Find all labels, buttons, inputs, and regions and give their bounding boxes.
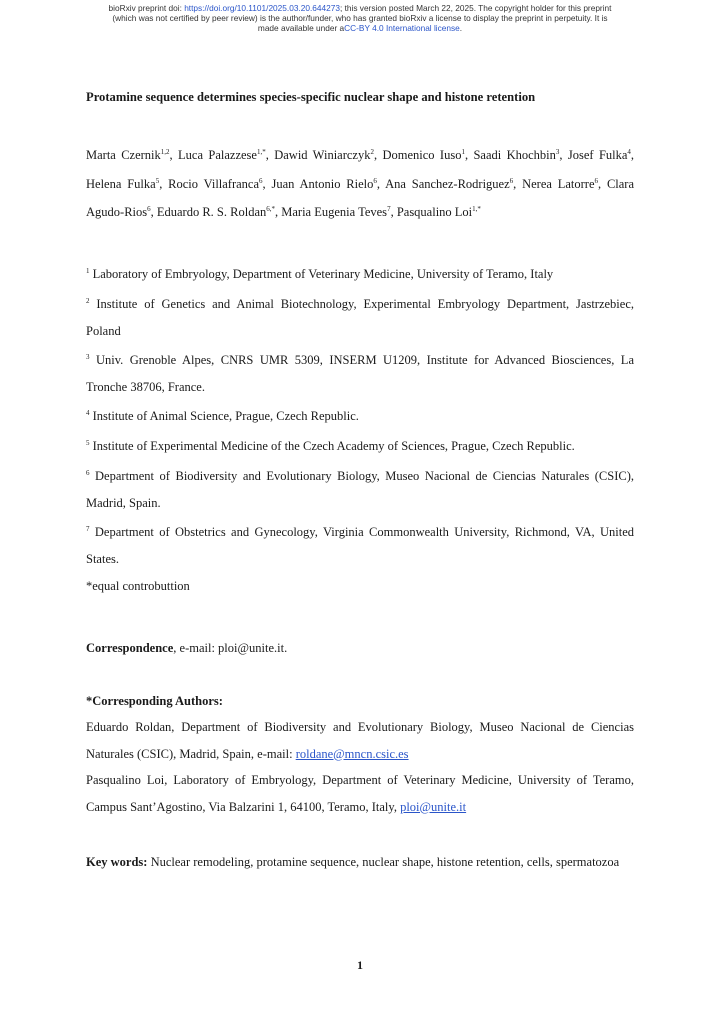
corresponding-author-text: Eduardo Roldan, Department of Biodiversity and Evolutionary Biology, Museo Nacional de Ciencias Naturales (CSIC), Madrid, Spain, e-mail:	[86, 720, 634, 761]
author-name: Luca Palazzese	[178, 148, 257, 163]
affiliation-text: Department of Biodiversity and Evolutionary Biology, Museo Nacional de Ciencias Naturales (CSIC), Madrid, Spain.	[86, 469, 635, 510]
author-affiliation-mark: 4	[627, 148, 631, 156]
affiliation	[86, 258, 634, 288]
affiliation	[86, 516, 634, 572]
license-link[interactable]: CC-BY 4.0 International license	[344, 23, 460, 33]
author-name: Pasqualino Loi	[396, 205, 473, 220]
author-name: Saadi Khochbin	[473, 148, 556, 163]
author-name: Nerea Latorre	[522, 176, 595, 191]
keywords-label: Key words:	[86, 855, 148, 869]
correspondence-label: Correspondence	[86, 641, 174, 655]
keywords	[86, 848, 634, 876]
affiliation-number: 1	[86, 267, 90, 275]
corresponding-authors-title: *Corresponding Authors:	[86, 694, 223, 708]
corresponding-authors-heading	[86, 688, 634, 714]
author-affiliation-mark: 5	[155, 176, 160, 185]
author-name: Eduardo R. S. Roldan	[156, 205, 267, 220]
affiliation-text: Institute of Animal Science, Prague, Czech Republic.	[92, 409, 359, 424]
author-affiliation-mark: 6	[259, 176, 263, 185]
equal-contribution-note: *equal controbuttion	[86, 578, 190, 593]
banner-text: bioRxiv preprint doi:	[108, 3, 185, 13]
affiliation	[86, 288, 634, 344]
author-name: Helena Fulka	[86, 176, 156, 191]
correspondence-text: , e-mail: ploi@unite.it.	[173, 641, 288, 655]
corresponding-author-entry	[86, 714, 634, 767]
author-name: Domenico Iuso	[382, 148, 462, 163]
author-affiliation-mark: 1,*	[256, 148, 266, 156]
author-affiliation-mark: 2	[370, 148, 374, 156]
author	[281, 205, 390, 219]
affiliation	[86, 460, 634, 516]
author-affiliation-mark: 6	[594, 176, 599, 185]
author	[86, 148, 170, 162]
author-affiliation-mark: 6	[147, 205, 151, 214]
author-list: Marta Czernik$^{1,2}$, Luca Palazzese$^{1,*}$, Dawid Winiarczyk$^2$, Domenico Iuso$^1$, Saadi Khochbin$^3$, Josef Fulka$^4$, Helena Fulka$^5$, Rocio Villafranca$^6$, Juan Antonio Rielo$^6$, Ana Sanchez-Rodriguez$^6$, Nerea Latorre$^6$, Clara Agudo-Rios$^6$, Eduardo R. S. Roldan$^{6,*}$, Maria Eugenia Teves$^7$, Pasqualino Loi$^{1,*}$	[86, 148, 635, 220]
author-name: Marta Czernik	[86, 148, 161, 163]
affiliation-text: Department of Obstetrics and Gynecology, Virginia Commonwealth University, Richmond, VA, United States.	[86, 525, 634, 567]
affiliation-number: 5	[86, 439, 90, 448]
author-affiliation-mark: 6	[509, 176, 514, 185]
email-link[interactable]: ploi@unite.it	[400, 799, 467, 814]
preprint-banner	[60, 3, 660, 33]
affiliation-text: Laboratory of Embryology, Department of Veterinary Medicine, University of Teramo, Italy	[92, 267, 554, 282]
author	[86, 177, 159, 191]
affiliation-number: 2	[86, 296, 90, 305]
affiliation-number: 4	[86, 409, 90, 418]
author-name: Rocio Villafranca	[168, 176, 260, 191]
affiliation-number: 7	[86, 525, 90, 534]
author	[271, 177, 376, 191]
author	[168, 177, 262, 191]
correspondence	[86, 635, 634, 661]
author	[385, 177, 513, 191]
banner-text: .	[459, 23, 463, 33]
affiliation	[86, 344, 634, 400]
keywords-text: Nuclear remodeling, protamine sequence, nuclear shape, histone retention, cells, spermatozoa	[147, 855, 620, 869]
author-name: Maria Eugenia Teves	[281, 205, 388, 220]
corresponding-author-text: Pasqualino Loi, Laboratory of Embryology, Department of Veterinary Medicine, University of Teramo, Campus Sant’Agostino, Via Balzarini 1, 64100, Teramo, Italy,	[86, 773, 634, 814]
author-name: Josef Fulka	[567, 148, 628, 163]
author-name: Juan Antonio Rielo	[271, 176, 374, 191]
paper-title: Protamine sequence determines species-specific nuclear shape and histone retention	[86, 90, 536, 104]
author-affiliation-mark: 7	[387, 205, 391, 214]
affiliation-text: Institute of Genetics and Animal Biotechnology, Experimental Embryology Department, Jastrzebiec, Poland	[86, 296, 634, 338]
author	[473, 148, 559, 162]
email-link[interactable]: roldane@mncn.csic.es	[295, 746, 409, 761]
author-name: Clara Agudo-Rios	[86, 176, 635, 220]
author	[274, 148, 374, 162]
author	[178, 148, 266, 162]
affiliation-text: Institute of Experimental Medicine of the Czech Academy of Sciences, Prague, Czech Republic.	[92, 439, 575, 454]
author-affiliation-mark: 3	[555, 148, 560, 156]
author-affiliation-mark: 1	[461, 148, 465, 156]
author-affiliation-mark: 1,2	[160, 148, 170, 156]
author-affiliation-mark: 6,*	[266, 205, 275, 214]
affiliation-list	[86, 258, 634, 599]
affiliation	[86, 400, 634, 430]
author	[568, 148, 631, 162]
banner-text: ; this version posted March 22, 2025. The copyright holder for this preprint	[339, 3, 612, 13]
author-affiliation-mark: 6	[373, 176, 377, 185]
author	[522, 177, 598, 191]
page-number: 1	[357, 958, 363, 972]
author-name: Ana Sanchez-Rodriguez	[385, 176, 510, 191]
author	[157, 205, 275, 219]
doi-link[interactable]: https://doi.org/10.1101/2025.03.20.644273	[184, 3, 340, 13]
affiliation-text: Univ. Grenoble Alpes, CNRS UMR 5309, INSERM U1209, Institute for Advanced Biosciences, La Tronche 38706, France.	[86, 353, 634, 394]
author-affiliation-mark: 1,*	[472, 205, 481, 214]
author-name: Dawid Winiarczyk	[274, 148, 371, 163]
affiliation-number: 6	[86, 468, 90, 477]
author	[382, 148, 464, 162]
banner-text: (which was not certified by peer review) is the author/funder, who has granted bioRxiv a license to display the preprint in perpetuity. It is	[112, 13, 608, 23]
affiliation	[86, 430, 634, 460]
banner-text: made available under a	[257, 23, 345, 33]
author	[397, 205, 481, 219]
affiliation-number: 3	[86, 353, 90, 362]
corresponding-authors	[86, 714, 634, 820]
corresponding-author-entry	[86, 767, 634, 820]
